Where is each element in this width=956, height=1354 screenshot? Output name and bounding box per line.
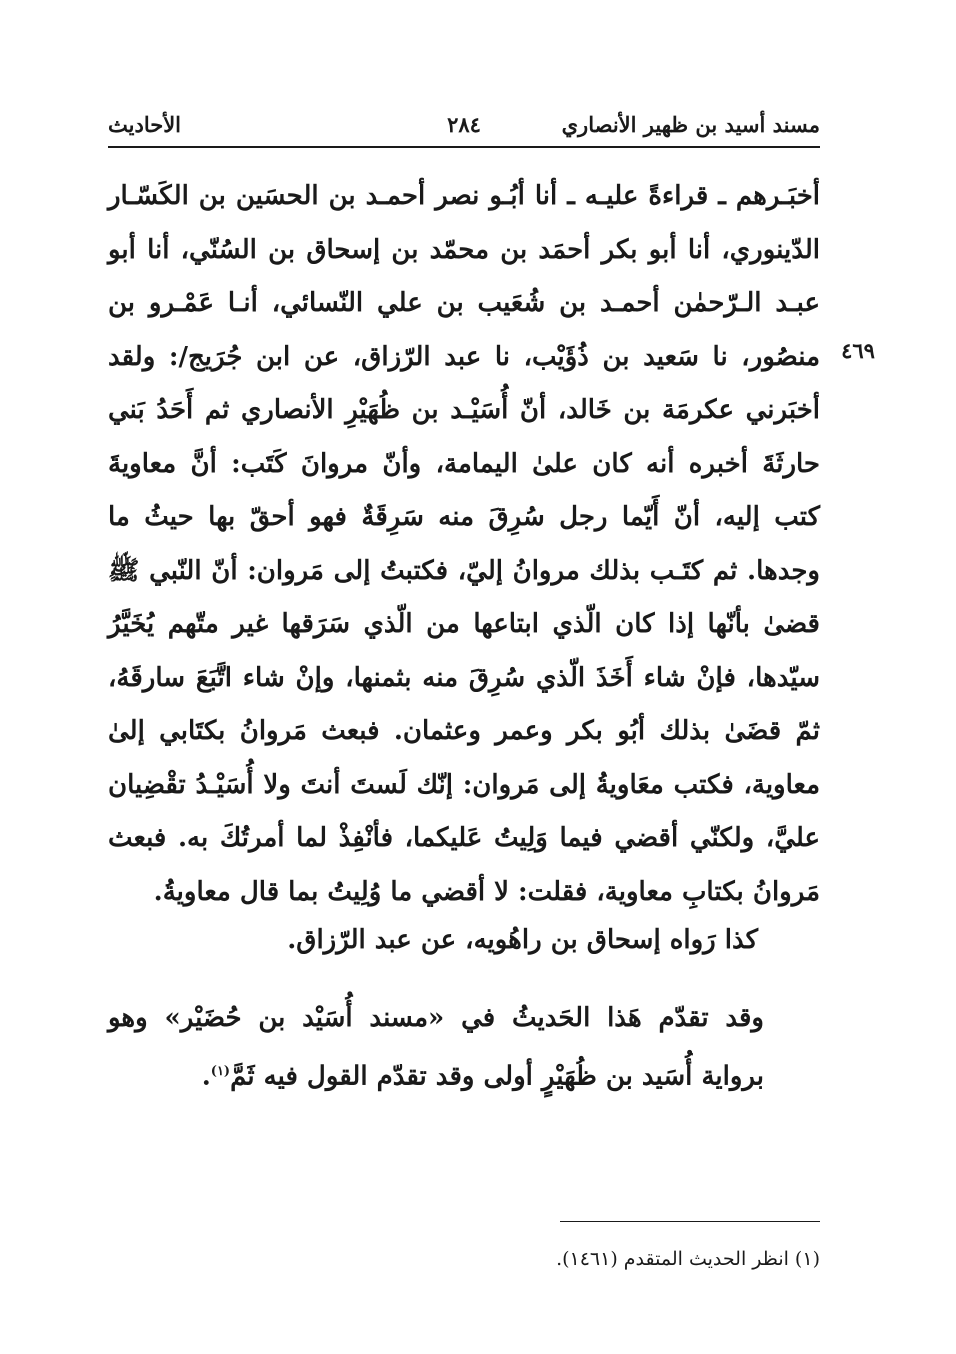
closing-paragraph-body [108,992,820,1104]
header-divider [108,146,820,148]
page-header [108,104,820,148]
footnote: (١) انظر الحديث المتقدم (١٤٦١). [556,1248,820,1270]
page-number: ٢٨٤ [447,112,481,137]
closing-period: . [201,1061,211,1092]
closing-paragraph [108,992,820,1104]
header-book-title: مسند أسيد بن ظهير الأنصاري [561,112,820,137]
hadith-paragraph: أخبَـرهم ـ قراءةً عليـه ـ أنا أبُـو نصر أحمـد بن الحسَين بن الكَسّـار الدّينوري، أنا أبو بكر أحمَد بن محمّد بن إسحاق بن السُنّي، أنا أبو عبـد الـرّحمٰن أحمـد بن شُعَيب بن علي النّسائي، أنـا عَمْـرو بن منصُور، نا سَعيد بن ذُؤَيْب، نا عبد الرّزاق، عن ابن جُرَيج/: ولقد أخبَرني عكرمَة بن خَالد، أنّ أُسَيْـد بن ظُهَيْرِ الأنصاري ثم أَحَدُ بَني حارثَةَ أخبره أنه كان علىٰ اليمامة، وأنّ مروانَ كَتَب: أنَّ معاويةَ كتب إليه، أنّ أَيّما رجل سُرِقَ منه سَرِقَةٌ فهو أحقّ بها حيثُ ما وجدها. ثم كتَـب بذلك مروانُ إليّ، فكتبتُ إلى مَروان: أنّ النّبي ﷺ قضىٰ بأنّها إذا كان الّذي ابتاعها من الّذي سَرَقها غير متّهم يُخَيَّرُ سيّدها، فإنْ شاء أَخَذَ الّذي سُرِقَ منه بثمنها، وإنْ شاء اتَّبَعَ سارقَهُ، ثمّ قضَىٰ بذلك أبُو بكر وعمر وعثمان. فبعث مَروانُ بكتَابي إلىٰ معاوية، فكتب معَاويةُ إلى مَروان: إنّك لَستَ أنتَ ولا أُسَيْـدُ تقْضِيان عليَّ، ولكنّي أقضي فيما وَلِيتُ عَليكما، فأنْفِذْ لما أمرتُكَ به. فبعث مَروانُ بكتابِ معاوية، فقلت: لا أقضي ما وُلِيتُ بما قال معاويةُ. [108,181,820,907]
footnote-marker: (١) [210,1064,231,1079]
footnote-divider [560,1221,820,1222]
header-section-title: الأحاديث [108,112,182,137]
closing-paragraph-text: وقد تقدّم هَذا الحَديثُ في «مسند أُسَيْد بن حُضَيْر» وهو برواية أُسَيد بن ظُهَيْرٍ أولى وقد تقدّم القول فيه ثَمَّ [108,1003,764,1092]
main-hadith-text [108,170,820,919]
narration-note: كذا رَواه إسحاق بن راهُويه، عن عبد الرّزاق. [287,925,758,955]
hadith-margin-number: ٤٦٩ [841,338,875,363]
